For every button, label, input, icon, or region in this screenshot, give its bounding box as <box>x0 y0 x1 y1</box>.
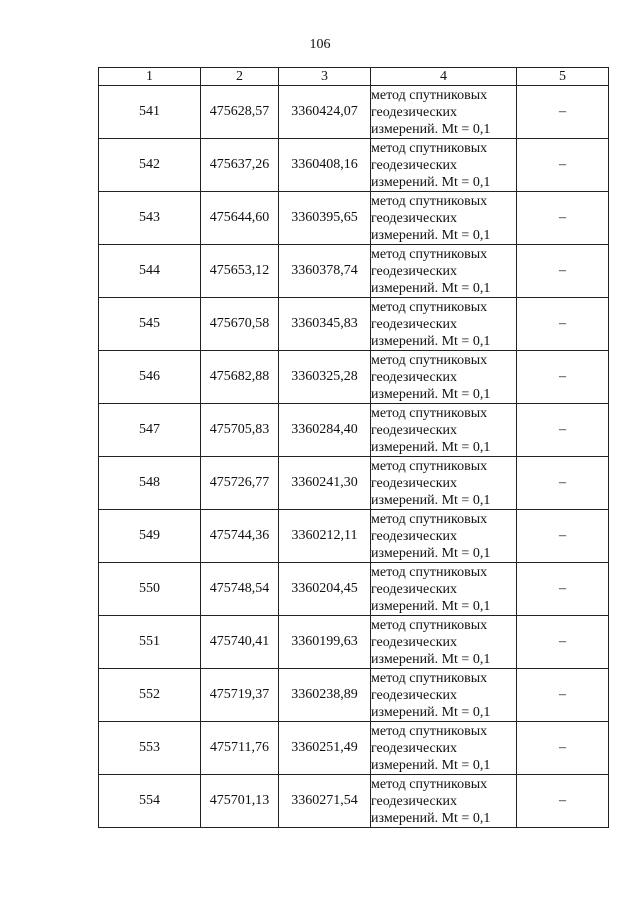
method-line: геодезических <box>371 210 458 226</box>
method-cell <box>371 351 517 404</box>
method-line: геодезических <box>371 793 458 809</box>
note-cell: – <box>517 722 609 775</box>
note-cell: – <box>517 298 609 351</box>
method-line: измерений. Mt = 0,1 <box>371 333 491 349</box>
table-row <box>99 510 609 563</box>
column-header-4: 4 <box>371 68 517 86</box>
method-line: метод спутниковых <box>371 776 488 792</box>
method-line: измерений. Mt = 0,1 <box>371 545 491 561</box>
table-header-row <box>99 68 609 86</box>
x-coordinate-cell: 475682,88 <box>201 351 279 404</box>
table-body <box>99 86 609 828</box>
method-cell <box>371 86 517 139</box>
x-coordinate-cell: 475644,60 <box>201 192 279 245</box>
x-coordinate-cell: 475701,13 <box>201 775 279 828</box>
x-coordinate-cell: 475740,41 <box>201 616 279 669</box>
method-line: геодезических <box>371 687 458 703</box>
point-number-cell: 547 <box>99 404 201 457</box>
x-coordinate-cell: 475628,57 <box>201 86 279 139</box>
table-row <box>99 245 609 298</box>
method-line: измерений. Mt = 0,1 <box>371 757 491 773</box>
y-coordinate-cell: 3360241,30 <box>279 457 371 510</box>
table-row <box>99 351 609 404</box>
method-line: метод спутниковых <box>371 193 488 209</box>
note-cell: – <box>517 404 609 457</box>
method-cell <box>371 722 517 775</box>
note-cell: – <box>517 245 609 298</box>
method-cell <box>371 616 517 669</box>
column-header-5: 5 <box>517 68 609 86</box>
table-row <box>99 722 609 775</box>
y-coordinate-cell: 3360212,11 <box>279 510 371 563</box>
method-cell <box>371 298 517 351</box>
page-number: 106 <box>309 37 331 52</box>
method-line: метод спутниковых <box>371 299 488 315</box>
method-line: геодезических <box>371 422 458 438</box>
method-line: геодезических <box>371 104 458 120</box>
y-coordinate-cell: 3360325,28 <box>279 351 371 404</box>
note-cell: – <box>517 457 609 510</box>
method-line: измерений. Mt = 0,1 <box>371 439 491 455</box>
method-line: измерений. Mt = 0,1 <box>371 280 491 296</box>
method-line: метод спутниковых <box>371 564 488 580</box>
method-line: метод спутниковых <box>371 246 488 262</box>
method-line: измерений. Mt = 0,1 <box>371 492 491 508</box>
note-cell: – <box>517 86 609 139</box>
point-number-cell: 543 <box>99 192 201 245</box>
y-coordinate-cell: 3360345,83 <box>279 298 371 351</box>
method-line: метод спутниковых <box>371 458 488 474</box>
method-line: измерений. Mt = 0,1 <box>371 386 491 402</box>
x-coordinate-cell: 475637,26 <box>201 139 279 192</box>
x-coordinate-cell: 475705,83 <box>201 404 279 457</box>
method-line: геодезических <box>371 263 458 279</box>
point-number-cell: 550 <box>99 563 201 616</box>
method-line: геодезических <box>371 740 458 756</box>
method-line: метод спутниковых <box>371 140 488 156</box>
column-header-3: 3 <box>279 68 371 86</box>
table-row <box>99 616 609 669</box>
point-number-cell: 554 <box>99 775 201 828</box>
table-row <box>99 86 609 139</box>
method-cell <box>371 563 517 616</box>
table-row <box>99 298 609 351</box>
point-number-cell: 545 <box>99 298 201 351</box>
x-coordinate-cell: 475744,36 <box>201 510 279 563</box>
y-coordinate-cell: 3360238,89 <box>279 669 371 722</box>
method-line: геодезических <box>371 369 458 385</box>
x-coordinate-cell: 475719,37 <box>201 669 279 722</box>
table-row <box>99 457 609 510</box>
method-line: измерений. Mt = 0,1 <box>371 227 491 243</box>
table-row <box>99 669 609 722</box>
x-coordinate-cell: 475670,58 <box>201 298 279 351</box>
y-coordinate-cell: 3360408,16 <box>279 139 371 192</box>
method-line: геодезических <box>371 528 458 544</box>
y-coordinate-cell: 3360271,54 <box>279 775 371 828</box>
method-cell <box>371 192 517 245</box>
y-coordinate-cell: 3360251,49 <box>279 722 371 775</box>
table-row <box>99 775 609 828</box>
note-cell: – <box>517 563 609 616</box>
method-cell <box>371 457 517 510</box>
method-cell <box>371 245 517 298</box>
point-number-cell: 548 <box>99 457 201 510</box>
method-line: измерений. Mt = 0,1 <box>371 598 491 614</box>
x-coordinate-cell: 475711,76 <box>201 722 279 775</box>
method-line: измерений. Mt = 0,1 <box>371 810 491 826</box>
method-line: метод спутниковых <box>371 670 488 686</box>
table-row <box>99 404 609 457</box>
y-coordinate-cell: 3360424,07 <box>279 86 371 139</box>
note-cell: – <box>517 669 609 722</box>
note-cell: – <box>517 510 609 563</box>
coordinates-table <box>98 67 609 828</box>
method-line: геодезических <box>371 157 458 173</box>
note-cell: – <box>517 616 609 669</box>
point-number-cell: 546 <box>99 351 201 404</box>
point-number-cell: 551 <box>99 616 201 669</box>
method-line: измерений. Mt = 0,1 <box>371 704 491 720</box>
y-coordinate-cell: 3360378,74 <box>279 245 371 298</box>
y-coordinate-cell: 3360199,63 <box>279 616 371 669</box>
method-cell <box>371 139 517 192</box>
method-line: метод спутниковых <box>371 723 488 739</box>
method-line: геодезических <box>371 634 458 650</box>
method-cell <box>371 669 517 722</box>
table-row <box>99 192 609 245</box>
method-line: измерений. Mt = 0,1 <box>371 174 491 190</box>
column-header-1: 1 <box>99 68 201 86</box>
note-cell: – <box>517 139 609 192</box>
method-line: метод спутниковых <box>371 405 488 421</box>
point-number-cell: 553 <box>99 722 201 775</box>
point-number-cell: 541 <box>99 86 201 139</box>
method-line: геодезических <box>371 316 458 332</box>
y-coordinate-cell: 3360204,45 <box>279 563 371 616</box>
point-number-cell: 542 <box>99 139 201 192</box>
table-row <box>99 139 609 192</box>
point-number-cell: 549 <box>99 510 201 563</box>
method-line: геодезических <box>371 475 458 491</box>
method-line: метод спутниковых <box>371 617 488 633</box>
method-cell <box>371 775 517 828</box>
x-coordinate-cell: 475653,12 <box>201 245 279 298</box>
point-number-cell: 552 <box>99 669 201 722</box>
method-line: измерений. Mt = 0,1 <box>371 121 491 137</box>
x-coordinate-cell: 475726,77 <box>201 457 279 510</box>
method-line: геодезических <box>371 581 458 597</box>
table-row <box>99 563 609 616</box>
method-cell <box>371 404 517 457</box>
method-line: измерений. Mt = 0,1 <box>371 651 491 667</box>
method-cell <box>371 510 517 563</box>
note-cell: – <box>517 351 609 404</box>
point-number-cell: 544 <box>99 245 201 298</box>
method-line: метод спутниковых <box>371 352 488 368</box>
method-line: метод спутниковых <box>371 87 488 103</box>
y-coordinate-cell: 3360395,65 <box>279 192 371 245</box>
note-cell: – <box>517 192 609 245</box>
y-coordinate-cell: 3360284,40 <box>279 404 371 457</box>
note-cell: – <box>517 775 609 828</box>
method-line: метод спутниковых <box>371 511 488 527</box>
x-coordinate-cell: 475748,54 <box>201 563 279 616</box>
column-header-2: 2 <box>201 68 279 86</box>
